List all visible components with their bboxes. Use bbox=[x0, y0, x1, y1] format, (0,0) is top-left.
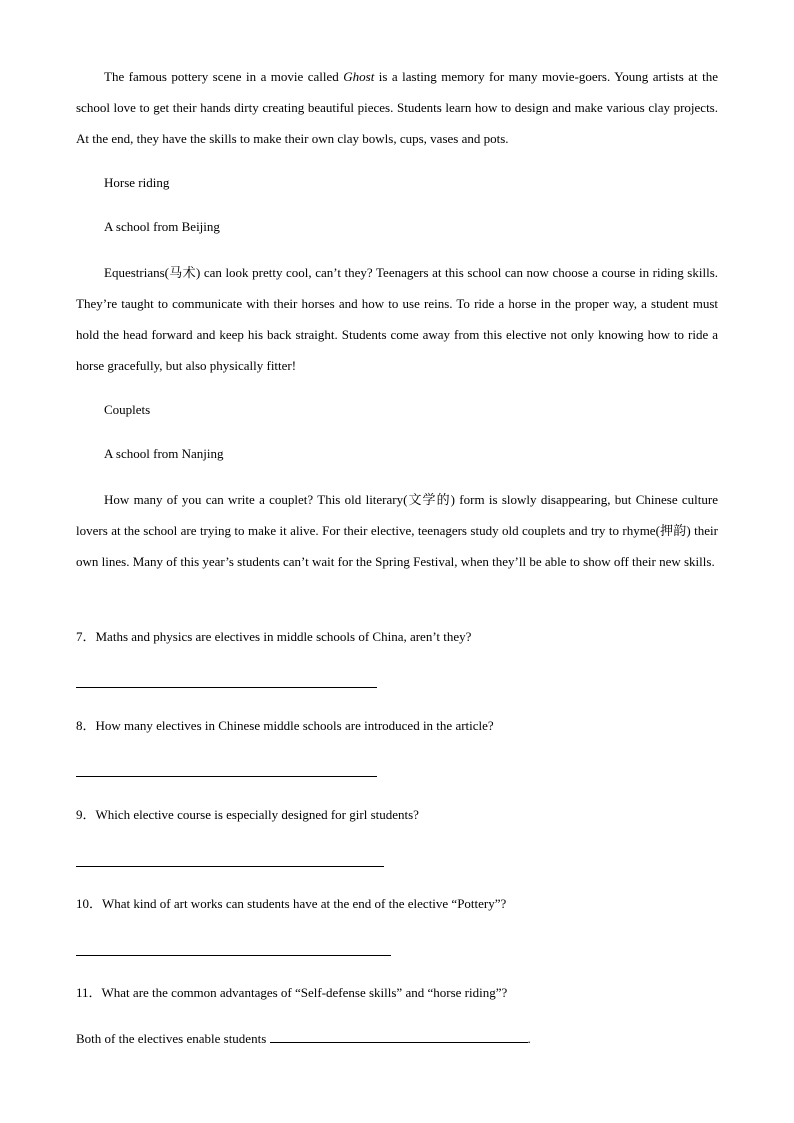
horse-riding-paragraph bbox=[76, 257, 718, 381]
question-9: 9．Which elective course is especially designed for girl students? bbox=[76, 807, 419, 822]
couplets-heading: Couplets bbox=[104, 402, 151, 417]
pottery-paragraph bbox=[76, 61, 718, 154]
answer-line-8[interactable] bbox=[76, 776, 377, 777]
question-11-answer-sentence bbox=[76, 1028, 531, 1049]
question-7: 7．Maths and physics are electives in middle schools of China, aren’t they? bbox=[76, 629, 472, 644]
horse-riding-text: Equestrians(马术) can look pretty cool, can’t they? Teenagers at this school can now choose a course in riding skills. They’re taught to communicate with their horses and how to use reins. To ride a horse in the proper way, a student must hold the head forward and keep his back straight. Students come away from this elective not only knowing how to ride a horse gracefully, but also physically fitter! bbox=[76, 265, 718, 373]
question-11: 11．What are the common advantages of “Self-defense skills” and “horse riding”? bbox=[76, 985, 508, 1000]
answer-line-9[interactable] bbox=[76, 866, 384, 867]
pottery-text-b: is a lasting memory for many movie-goers. Young artists at the school love to get their hands dirty creating beautiful pieces. Students learn how to design and make various clay projects. At the end, they have the skills to make their own clay bowls, cups, vases and pots. bbox=[76, 69, 718, 146]
answer-line-10[interactable] bbox=[76, 955, 391, 956]
answer-line-7[interactable] bbox=[76, 687, 377, 688]
horse-riding-school: A school from Beijing bbox=[104, 219, 220, 234]
couplets-paragraph bbox=[76, 484, 718, 577]
question-10: 10．What kind of art works can students have at the end of the elective “Pottery”? bbox=[76, 896, 507, 911]
answer-prefix: Both of the electives enable students bbox=[76, 1031, 267, 1046]
question-8: 8．How many electives in Chinese middle schools are introduced in the article? bbox=[76, 718, 494, 733]
pottery-text-a: The famous pottery scene in a movie called bbox=[104, 69, 344, 84]
couplets-text: How many of you can write a couplet? This old literary(文学的) form is slowly disappearing, but Chinese culture lovers at the school are trying to make it alive. For their elective, teenagers study old couplets and try to rhyme(押韵) their own lines. Many of this year’s students can’t wait for the Spring Festival, when they’ll be able to show off their new skills. bbox=[76, 492, 718, 569]
answer-blank-11[interactable] bbox=[270, 1028, 528, 1043]
horse-riding-heading: Horse riding bbox=[104, 175, 170, 190]
answer-suffix: . bbox=[527, 1031, 531, 1046]
movie-title-ghost: Ghost bbox=[343, 69, 375, 84]
couplets-school: A school from Nanjing bbox=[104, 446, 224, 461]
